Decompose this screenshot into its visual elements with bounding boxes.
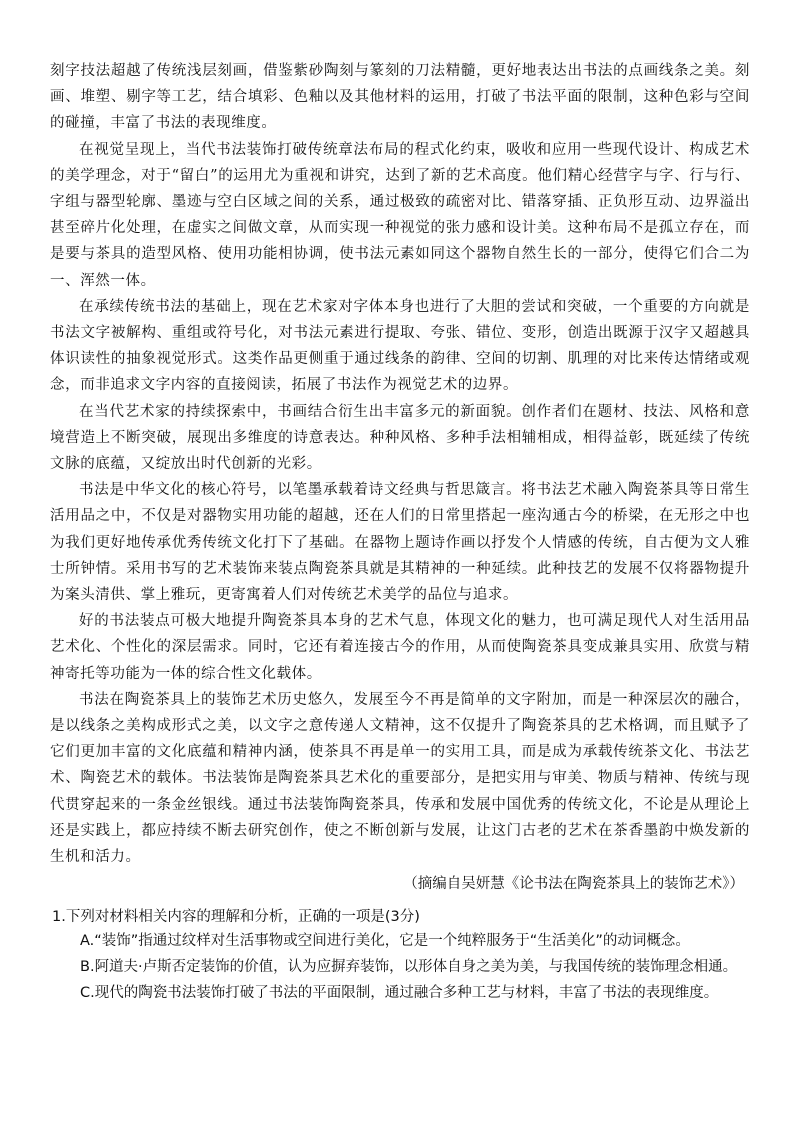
article-paragraph-6: 好的书法装点可极大地提升陶瓷茶具本身的艺术气息，体现文化的魅力，也可满足现代人对生活用品艺术化、个性化的深层需求。同时，它还有着连接古今的作用，从而使陶瓷茶具变成兼具实用、欣赏与精神寄托等功能为一体的综合性文化载体。 (50, 613, 750, 682)
article-paragraph-5: 书法是中华文化的核心符号，以笔墨承载着诗文经典与哲思箴言。将书法艺术融入陶瓷茶具等日常生活用品之中，不仅是对器物实用功能的超越，还在人们的日常里搭起一座沟通古今的桥梁，在无形之中也为我们更好地传承优秀传统文化打下了基础。在器物上题诗作画以抒发个人情感的传统，自古便为文人雅士所钟情。采用书写的艺术装饰来装点陶瓷茶具就是其精神的一种延续。此种技艺的发展不仅将器物提升为案头清供、掌上雅玩，更寄寓着人们对传统艺术美学的品位与追求。 (50, 482, 750, 604)
option-a-text: “装饰”指通过纹样对生活事物或空间进行美化，它是一个纯粹服务于“生活美化”的动词概念。 (94, 933, 690, 949)
option-b (76, 956, 752, 978)
article-paragraph-1: 刻字技法超越了传统浅层刻画，借鉴紫砂陶刻与篆刻的刀法精髓，更好地表达出书法的点画线条之美。刻画、堆塑、剔字等工艺，结合填彩、色釉以及其他材料的运用，打破了书法平面的限制，这种色彩与空间的碰撞，丰富了书法的表现维度。 (50, 63, 750, 132)
question-stem: 1.下列对材料相关内容的理解和分析，正确的一项是(3分) (52, 909, 420, 925)
option-c-text: 现代的陶瓷书法装饰打破了书法的平面限制，通过融合多种工艺与材料，丰富了书法的表现维度。 (94, 985, 719, 1001)
article-paragraph-2: 在视觉呈现上，当代书法装饰打破传统章法布局的程式化约束，吸收和应用一些现代设计、构成艺术的美学理念，对于“留白”的运用尤为重视和讲究，达到了新的艺术高度。他们精心经营字与字、行与行、字组与器型轮廓、墨迹与空白区域之间的关系，通过极致的疏密对比、错落穿插、正负形互动、边界溢出甚至碎片化处理，在虚实之间做文章，从而实现一种视觉的张力感和设计美。这种布局不是孤立存在，而是要与茶具的造型风格、使用功能相协调，使书法元素如同这个器物自然生长的一部分，使得它们合二为一、浑然一体。 (50, 141, 750, 289)
option-b-letter: B. (80, 959, 95, 975)
option-a (76, 930, 752, 952)
question-1 (52, 906, 752, 1008)
option-c-letter: C. (80, 985, 95, 1001)
article-paragraph-3: 在承续传统书法的基础上，现在艺术家对字体本身也进行了大胆的尝试和突破，一个重要的方向就是书法文字被解构、重组或符号化，对书法元素进行提取、夸张、错位、变形，创造出既源于汉字又超越具体识读性的抽象视觉形式。这类作品更侧重于通过线条的韵律、空间的切割、肌理的对比来传达情绪或观念，而非追求文字内容的直接阅读，拓展了书法作为视觉艺术的边界。 (50, 298, 750, 394)
option-c (76, 982, 752, 1004)
option-b-text: 阿道夫·卢斯否定装饰的价值，认为应摒弃装饰，以形体自身之美为美，与我国传统的装饰理念相通。 (94, 959, 738, 975)
article-paragraph-7: 书法在陶瓷茶具上的装饰艺术历史悠久，发展至今不再是简单的文字附加，而是一种深层次的融合，是以线条之美构成形式之美，以文字之意传递人文精神，这不仅提升了陶瓷茶具的艺术格调，而且赋予了它们更加丰富的文化底蕴和精神内涵，使茶具不再是单一的实用工具，而是成为承载传统茶文化、书法艺术、陶瓷艺术的载体。书法装饰是陶瓷茶具艺术化的重要部分，是把实用与审美、物质与精神、传统与现代贯穿起来的一条金丝银线。通过书法装饰陶瓷茶具，传承和发展中国优秀的传统文化，不论是从理论上还是实践上，都应持续不断去研究创作，使之不断创新与发展，让这门古老的艺术在茶香墨韵中焕发新的生机和活力。 (50, 691, 750, 866)
article-body (50, 58, 750, 896)
article-paragraph-4: 在当代艺术家的持续探索中，书画结合衍生出丰富多元的新面貌。创作者们在题材、技法、风格和意境营造上不断突破，展现出多维度的诗意表达。种种风格、多种手法相辅相成，相得益彰，既延续了传统文脉的底蕴，又绽放出时代创新的光彩。 (50, 403, 750, 473)
article-source-citation: （摘编自吴妍慧《论书法在陶瓷茶具上的装饰艺术》） (403, 876, 744, 893)
option-a-letter: A. (80, 933, 95, 949)
